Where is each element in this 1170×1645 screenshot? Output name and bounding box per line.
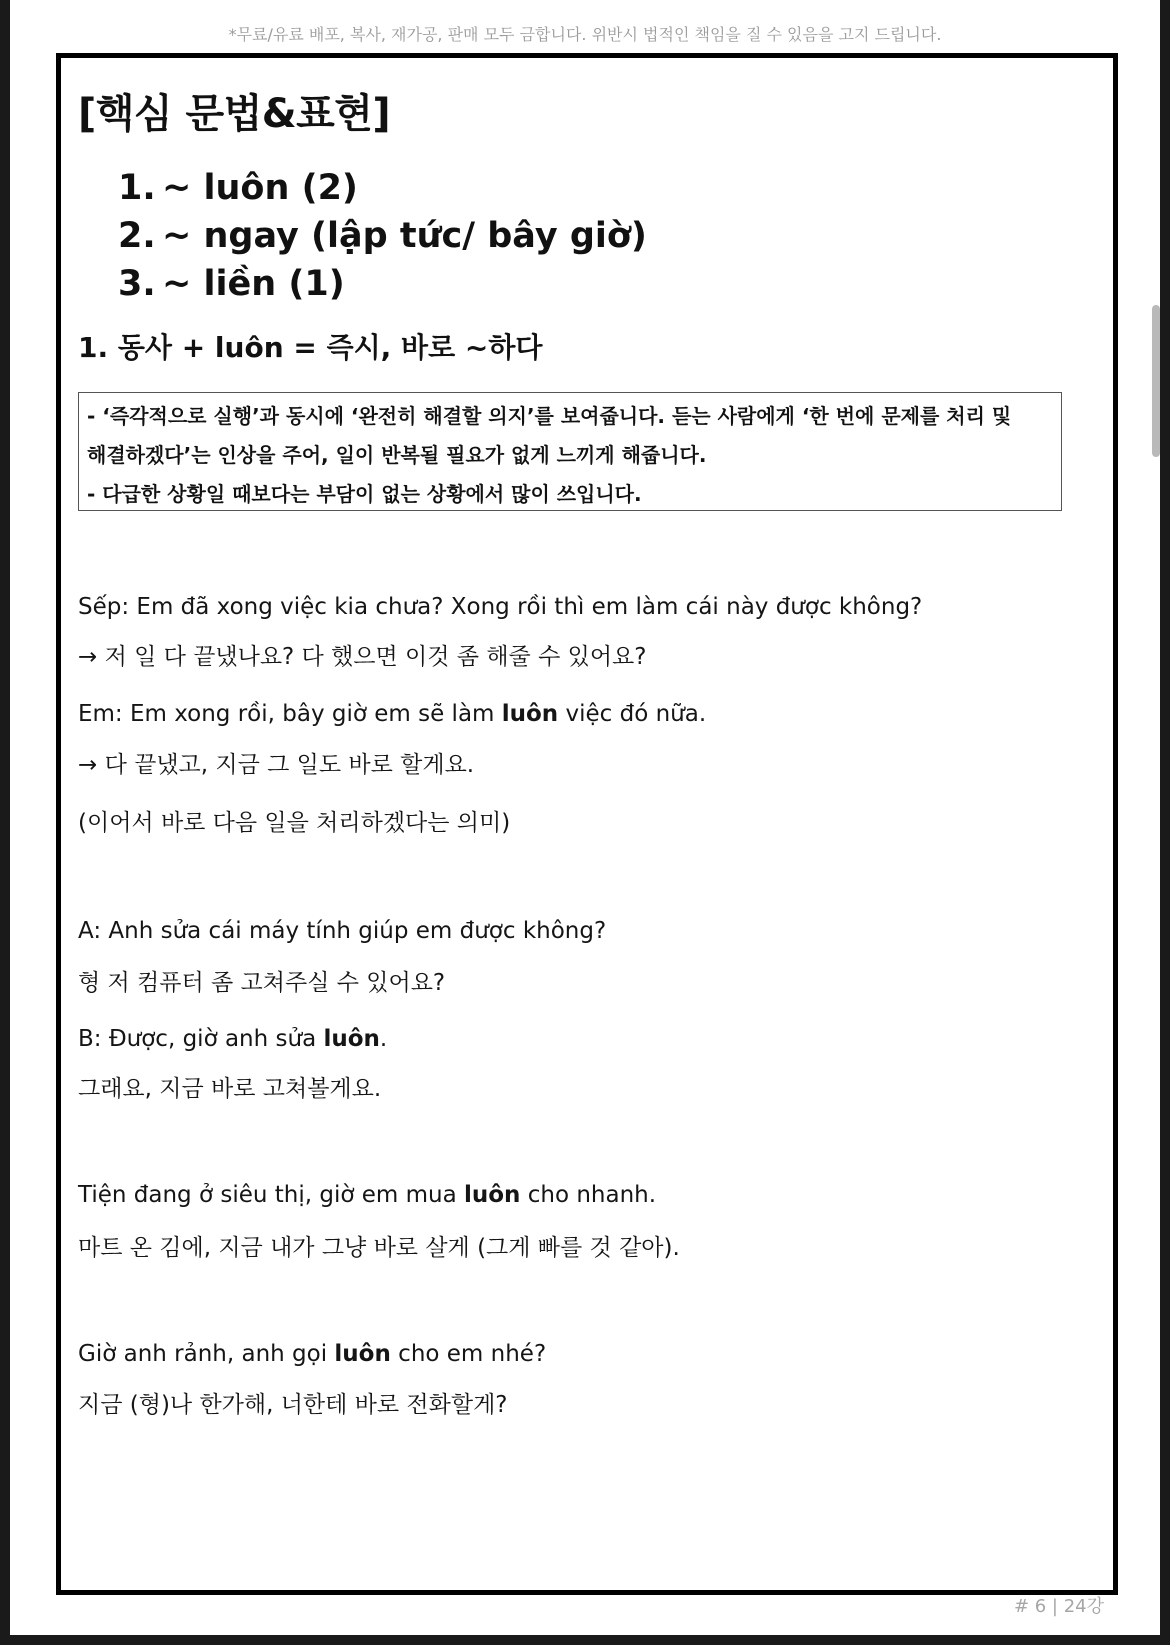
example-2-answer-vi: B: Được, giờ anh sửa luôn. [78, 1026, 388, 1052]
example-2-question-vi: A: Anh sửa cái máy tính giúp em được không? [78, 918, 607, 944]
example-1-answer-ko: → 다 끝냈고, 지금 그 일도 바로 할게요. [78, 752, 475, 778]
window-frame-left [0, 0, 10, 1645]
example-3-vi: Tiện đang ở siêu thị, giờ em mua luôn cho nhanh. [78, 1182, 657, 1208]
topic-item: 2. ~ ngay (lập tức/ bây giờ) [118, 216, 647, 256]
example-1-question-vi: Sếp: Em đã xong việc kia chưa? Xong rồi thì em làm cái này được không? [78, 594, 923, 620]
explanation-line: - 다급한 상황일 때보다는 부담이 없는 상황에서 많이 쓰입니다. [87, 482, 642, 506]
copyright-notice: *무료/유료 배포, 복사, 재가공, 판매 모두 금합니다. 위반시 법적인 책임을 질 수 있음을 고지 드립니다. [228, 25, 942, 44]
example-1-note: (이어서 바로 다음 일을 처리하겠다는 의미) [78, 810, 511, 836]
example-2-question-ko: 형 저 컴퓨터 좀 고쳐주실 수 있어요? [78, 970, 446, 996]
topic-item: 3. ~ liền (1) [118, 264, 345, 304]
example-2-answer-ko: 그래요, 지금 바로 고쳐볼게요. [78, 1076, 382, 1102]
page-number: # 6 | 24강 [1013, 1596, 1104, 1617]
topic-item: 1. ~ luôn (2) [118, 168, 358, 208]
explanation-box [78, 392, 1062, 511]
topic-list [118, 164, 647, 308]
explanation-line: 해결하겠다’는 인상을 주어, 일이 반복될 필요가 없게 느끼게 해줍니다. [87, 443, 707, 467]
example-1-question-ko: → 저 일 다 끝냈나요? 다 했으면 이것 좀 해줄 수 있어요? [78, 644, 647, 670]
explanation-line: - ‘즉각적으로 실행’과 동시에 ‘완전히 해결할 의지’를 보여줍니다. 듣는 사람에게 ‘한 번에 문제를 처리 및 [87, 404, 1012, 428]
page-title: [핵심 문법&표현] [78, 91, 391, 137]
scrollbar-thumb[interactable] [1152, 305, 1160, 457]
window-frame-bottom [0, 1635, 1170, 1645]
keyword-luon: luôn [501, 701, 559, 727]
example-3-ko: 마트 온 김에, 지금 내가 그냥 바로 살게 (그게 빠를 것 같아). [78, 1235, 680, 1261]
keyword-luon: luôn [463, 1182, 521, 1208]
window-frame-right [1160, 0, 1170, 1645]
example-4-vi: Giờ anh rảnh, anh gọi luôn cho em nhé? [78, 1341, 547, 1367]
section-heading: 1. 동사 + luôn = 즉시, 바로 ~하다 [78, 331, 543, 364]
example-4-ko: 지금 (형)나 한가해, 너한테 바로 전화할게? [78, 1392, 508, 1418]
example-1-answer-vi: Em: Em xong rồi, bây giờ em sẽ làm luôn việc đó nữa. [78, 701, 707, 727]
keyword-luon: luôn [334, 1341, 391, 1367]
keyword-luon: luôn [323, 1026, 380, 1052]
